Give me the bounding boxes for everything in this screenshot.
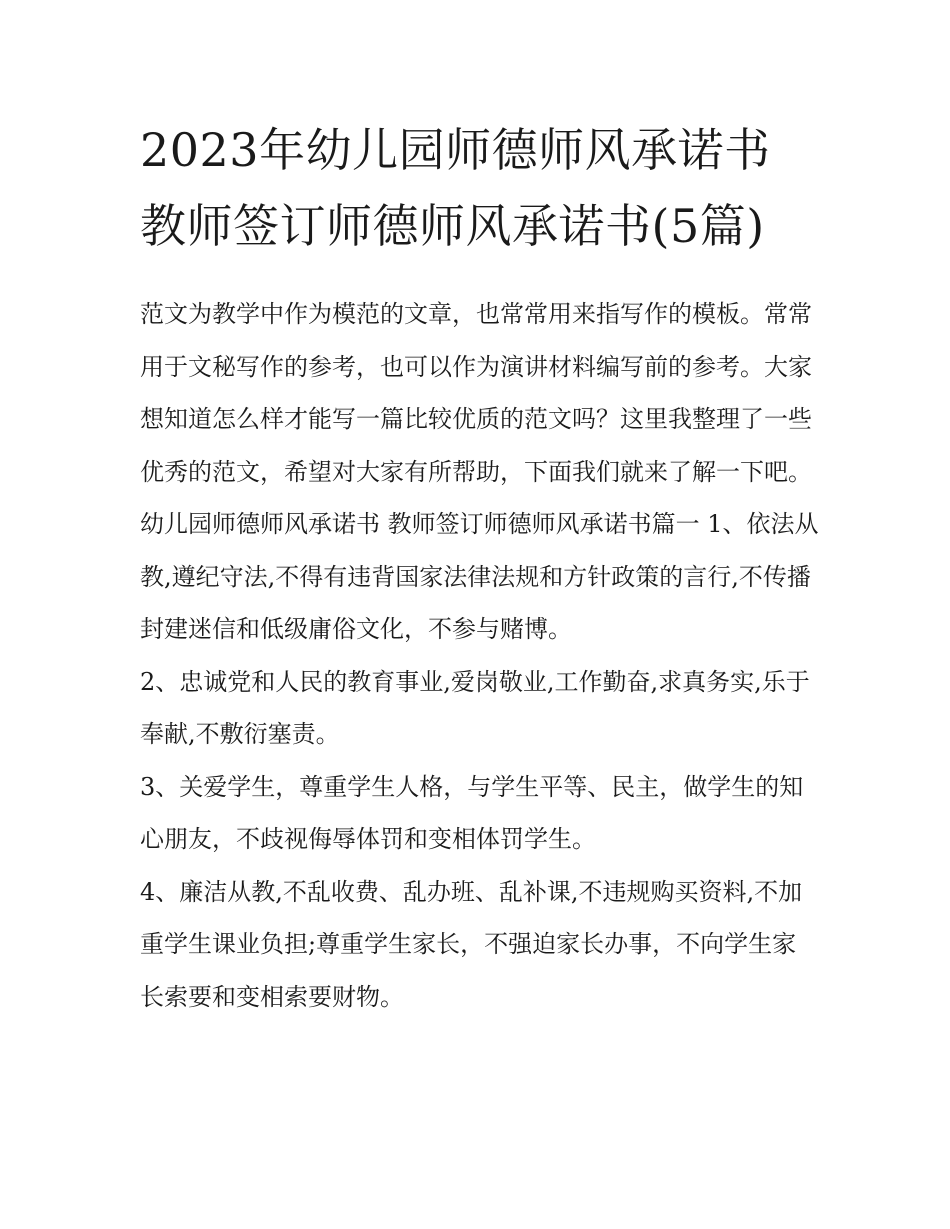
- intro-paragraph: 范文为教学中作为模范的文章，也常常用来指写作的模板。常常用于文秘写作的参考，也可以作为演讲材料编写前的参考。大家想知道怎么样才能写一篇比较优质的范文吗？这里我整理了一些优秀的范文，希望对大家有所帮助，下面我们就来了解一下吧。: [140, 300, 812, 486]
- document-page: [140, 112, 820, 1023]
- pledge-item-4: 4、廉洁从教,不乱收费、乱办班、乱补课,不违规购买资料,不加重学生课业负担;尊重学生家长，不强迫家长办事，不向学生家长索要和变相索要财物。: [140, 877, 803, 1011]
- pledge-item-1: 幼儿园师德师风承诺书 教师签订师德师风承诺书篇一 1、依法从教,遵纪守法,不得有违背国家法律法规和方针政策的言行,不传播封建迷信和低级庸俗文化，不参与赌博。: [140, 510, 819, 643]
- document-body: [140, 288, 820, 1023]
- pledge-item-2: 2、忠诚党和人民的教育事业,爱岗敬业,工作勤奋,求真务实,乐于奉献,不敷衍塞责。: [140, 667, 810, 748]
- pledge-item-3: 3、关爱学生，尊重学生人格，与学生平等、民主，做学生的知心朋友，不歧视侮辱体罚和变相体罚学生。: [140, 772, 804, 853]
- document-title: 2023年幼儿园师德师风承诺书 教师签订师德师风承诺书(5篇): [140, 123, 771, 253]
